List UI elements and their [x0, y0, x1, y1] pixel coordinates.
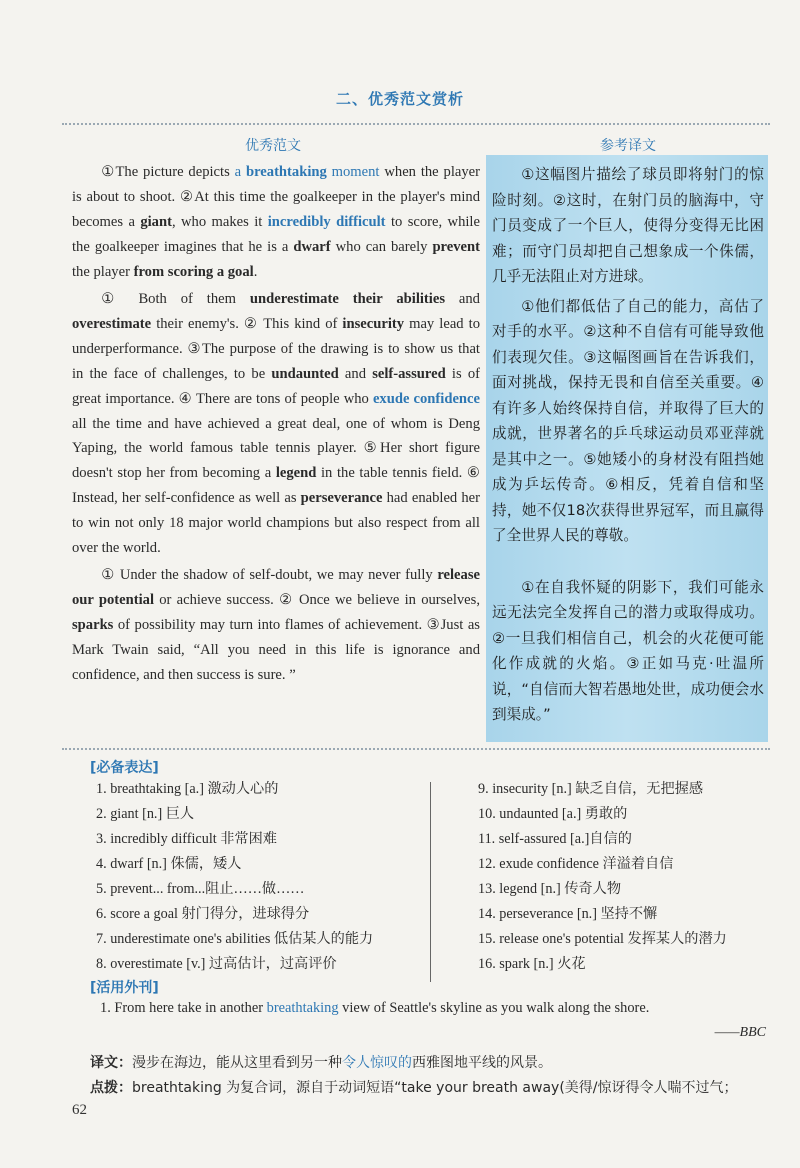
vocab-item: 7. underestimate one's abilities 低估某人的能力: [96, 930, 374, 947]
translation-paragraph-2: ①他们都低估了自己的能力，高估了对手的水平。②这种不自信有可能导致他们表现欠佳。③这幅图画旨在告诉我们，面对挑战，保持无畏和自信至关重要。④有许多人始终保持自信，并取得了巨大的成就，世界著名的乒乓球运动员邓亚萍就是其中之一。⑤她矮小的身材没有阻挡她成为乒坛传奇。⑥相反，凭着自信和坚持，她不仅18次获得世界冠军，而且赢得了全世界人民的尊敬。: [492, 297, 764, 544]
divider-middle: [62, 748, 770, 750]
external-translation: 译文：漫步在海边，能从这里看到另一种令人惊叹的西雅图地平线的风景。: [90, 1055, 552, 1071]
external-note: 点拨：breathtaking 为复合词，源自于动词短语“take your breath away(美得/惊讶得令人喘不过气；: [90, 1080, 738, 1096]
vocab-item: 4. dwarf [n.] 侏儒，矮人: [96, 855, 242, 872]
vocab-item: 16. spark [n.] 火花: [478, 955, 586, 972]
section-title: 二、优秀范文赏析: [335, 90, 464, 108]
vocab-item: 1. breathtaking [a.] 激动人心的: [96, 781, 279, 797]
vocab-item: 6. score a goal 射门得分，进球得分: [96, 905, 310, 922]
essay-chinese: [492, 162, 764, 728]
vocab-item: 12. exude confidence 洋溢着自信: [478, 855, 674, 872]
essay-paragraph-2: ① Both of them underestimate their abilities and overestimate their enemy's. ② This kind of insecurity may lead to underperformance. ③The purpose of the drawing is to show us that in the face of challenges, to be undaunted and self-assured is of great importance. ④ There are tons of people who exude confidence all the time and have achieved a great deal, one of whom is Deng Yaping, the world famous table tennis player. ⑤Her short figure doesn't stop her from becoming a legend in the table tennis field. ⑥ Instead, her self-confidence as well as perseverance had enabled her to win not only 18 major world champions but also respect from all over the world.: [72, 290, 481, 557]
divider-top: [62, 123, 770, 125]
vocab-item: 8. overestimate [v.] 过高估计，过高评价: [96, 955, 337, 972]
vocab-item: 9. insecurity [n.] 缺乏自信，无把握感: [478, 781, 704, 797]
vocab-item: 5. prevent... from...阻止……做……: [96, 880, 305, 897]
tag-expressions: [必备表达]: [90, 760, 159, 776]
translation-paragraph-1: ①这幅图片描绘了球员即将射门的惊险时刻。②这时，在射门员的脑海中，守门员变成了一个巨人，使得分变得无比困难；而守门员却把自己想象成一个侏儒，几乎无法阻止对方进球。: [492, 166, 764, 285]
external-sentence: 1. From here take in another breathtaking view of Seattle's skyline as you walk along the shore.: [100, 1000, 650, 1016]
essay-english: [72, 160, 480, 688]
vocab-item: 2. giant [n.] 巨人: [96, 805, 195, 822]
vocab-item: 14. perseverance [n.] 坚持不懈: [478, 905, 658, 922]
vocab-item: 11. self-assured [a.]自信的: [478, 830, 632, 847]
vocab-item: 13. legend [n.] 传奇人物: [478, 880, 622, 897]
vocab-item: 3. incredibly difficult 非常困难: [96, 830, 277, 847]
vocab-item: 10. undaunted [a.] 勇敢的: [478, 805, 628, 822]
vocab-separator: [430, 782, 431, 982]
source-label: ——BBC: [714, 1025, 766, 1040]
vocab-list-left: [96, 777, 373, 977]
translation-paragraph-3: ①在自我怀疑的阴影下，我们可能永远无法完全发挥自己的潜力或取得成功。②一旦我们相信自己，机会的火花便可能化作成就的火焰。③正如马克·吐温所说，“自信而大智若愚地处世，成功便会水到渠成。”: [492, 578, 764, 723]
vocab-item: 15. release one's potential 发挥某人的潜力: [478, 930, 727, 947]
column-heading-translation: 参考译文: [600, 138, 656, 154]
vocab-list-right: [478, 777, 727, 977]
essay-paragraph-1: ①The picture depicts a breathtaking moment when the player is about to shoot. ②At this time the goalkeeper in the player's mind becomes a giant, who makes it incredibly difficult to score, while the goalkeeper imagines that he is a dwarf who can barely prevent the player from scoring a goal.: [72, 164, 480, 280]
essay-paragraph-3: ① Under the shadow of self-doubt, we may never fully release our potential or achieve success. ② Once we believe in ourselves, sparks of possibility may turn into flames of achievement. ③Just as Mark Twain said, “All you need in this life is ignorance and confidence, and then success is sure. ”: [72, 567, 480, 684]
column-heading-essay: 优秀范文: [245, 138, 301, 154]
tag-external: [活用外刊]: [90, 980, 159, 996]
page-number: 62: [72, 1102, 87, 1118]
